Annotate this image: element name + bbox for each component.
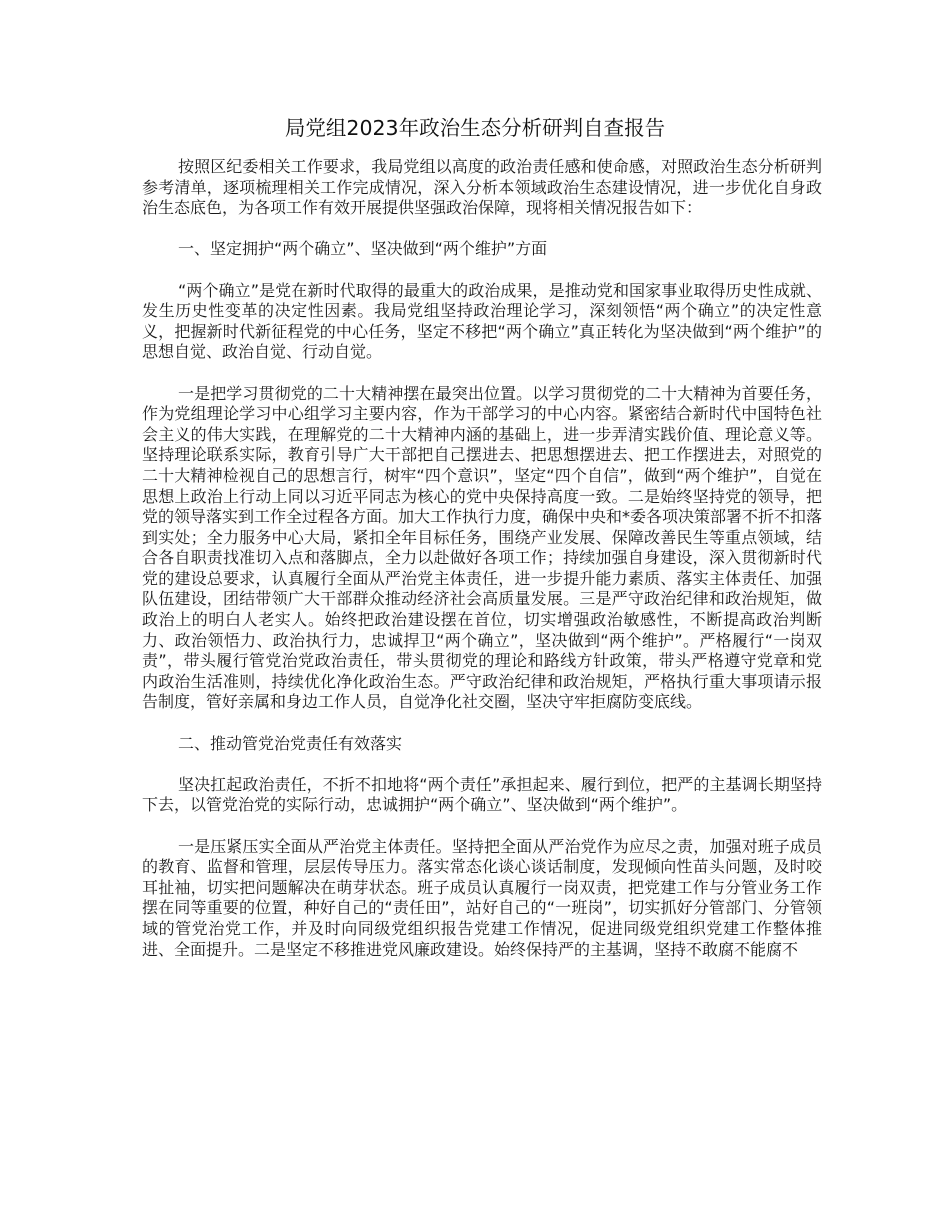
paragraph-section2-intro: 坚决扛起政治责任，不折不扣地将“两个责任”承担起来、履行到位，把严的主基调长期坚持下去，以管党治党的实际行动，忠诚拥护“两个确立”、坚决做到“两个维护”。 <box>142 774 822 815</box>
paragraph-intro: 按照区纪委相关工作要求，我局党组以高度的政治责任感和使命感，对照政治生态分析研判参考清单，逐项梳理相关工作完成情况，深入分析本领域政治生态建设情况，进一步优化自身政治生态底色，为各项工作有效开展提供坚强政治保障，现将相关情况报告如下： <box>142 157 822 218</box>
section-heading-2: 二、推动管党治党责任有效落实 <box>178 733 403 753</box>
paragraph-section1-detail: 一是把学习贯彻党的二十大精神摆在最突出位置。以学习贯彻党的二十大精神为首要任务，作为党组理论学习中心组学习主要内容，作为干部学习的中心内容。紧密结合新时代中国特色社会主义的伟大实践，在理解党的二十大精神内涵的基础上，进一步弄清实践价值、理论意义等。坚持理论联系实际，教育引导广大干部把自己摆进去、把思想摆进去、把工作摆进去，对照党的二十大精神检视自己的思想言行，树牢“四个意识”，坚定“四个自信”，做到“两个维护”，自觉在思想上政治上行动上同以习近平同志为核心的党中央保持高度一致。二是始终坚持党的领导，把党的领导落实到工作全过程各方面。加大工作执行力度，确保中央和*委各项决策部署不折不扣落到实处；全力服务中心大局，紧扣全年目标任务，围绕产业发展、保障改善民生等重点领域，结合各自职责找准切入点和落脚点，全力以赴做好各项工作；持续加强自身建设，深入贯彻新时代党的建设总要求，认真履行全面从严治党主体责任，进一步提升能力素质、落实主体责任、加强队伍建设，团结带领广大干部群众推动经济社会高质量发展。三是严守政治纪律和政治规矩，做政治上的明白人老实人。始终把政治建设摆在首位，切实增强政治敏感性，不断提高政治判断力、政治领悟力、政治执行力，忠诚捍卫“两个确立”，坚决做到“两个维护”。严格履行“一岗双责”，带头履行管党治党政治责任，带头贯彻党的理论和路线方针政策，带头严格遵守党章和党内政治生活准则，持续优化净化政治生态。严守政治纪律和政治规矩，严格执行重大事项请示报告制度，管好亲属和身边工作人员，自觉净化社交圈，坚决守牢拒腐防变底线。 <box>142 383 823 712</box>
paragraph-section1-intro: “两个确立”是党在新时代取得的最重大的政治成果，是推动党和国家事业取得历史性成就、发生历史性变革的决定性因素。我局党组坚持政治理论学习，深刻领悟“两个确立”的决定性意义，把握新时代新征程党的中心任务，坚定不移把“两个确立”真正转化为坚决做到“两个维护”的思想自觉、政治自觉、行动自觉。 <box>142 280 822 362</box>
paragraph-section2-detail: 一是压紧压实全面从严治党主体责任。坚持把全面从严治党作为应尽之责，加强对班子成员的教育、监督和管理，层层传导压力。落实常态化谈心谈话制度，发现倾向性苗头问题，及时咬耳扯袖，切实把问题解决在萌芽状态。班子成员认真履行一岗双责，把党建工作与分管业务工作摆在同等重要的位置，种好自己的“责任田”，站好自己的“一班岗”，切实抓好分管部门、分管领域的管党治党工作，并及时向同级党组织报告党建工作情况，促进同级党组织党建工作整体推进、全面提升。二是坚定不移推进党风廉政建设。始终保持严的主基调，坚持不敢腐不能腐不 <box>142 836 822 959</box>
document-title: 局党组2023年政治生态分析研判自查报告 <box>284 116 666 140</box>
document-body <box>142 157 822 981</box>
section-heading-1: 一、坚定拥护“两个确立”、坚决做到“两个维护”方面 <box>178 239 548 259</box>
